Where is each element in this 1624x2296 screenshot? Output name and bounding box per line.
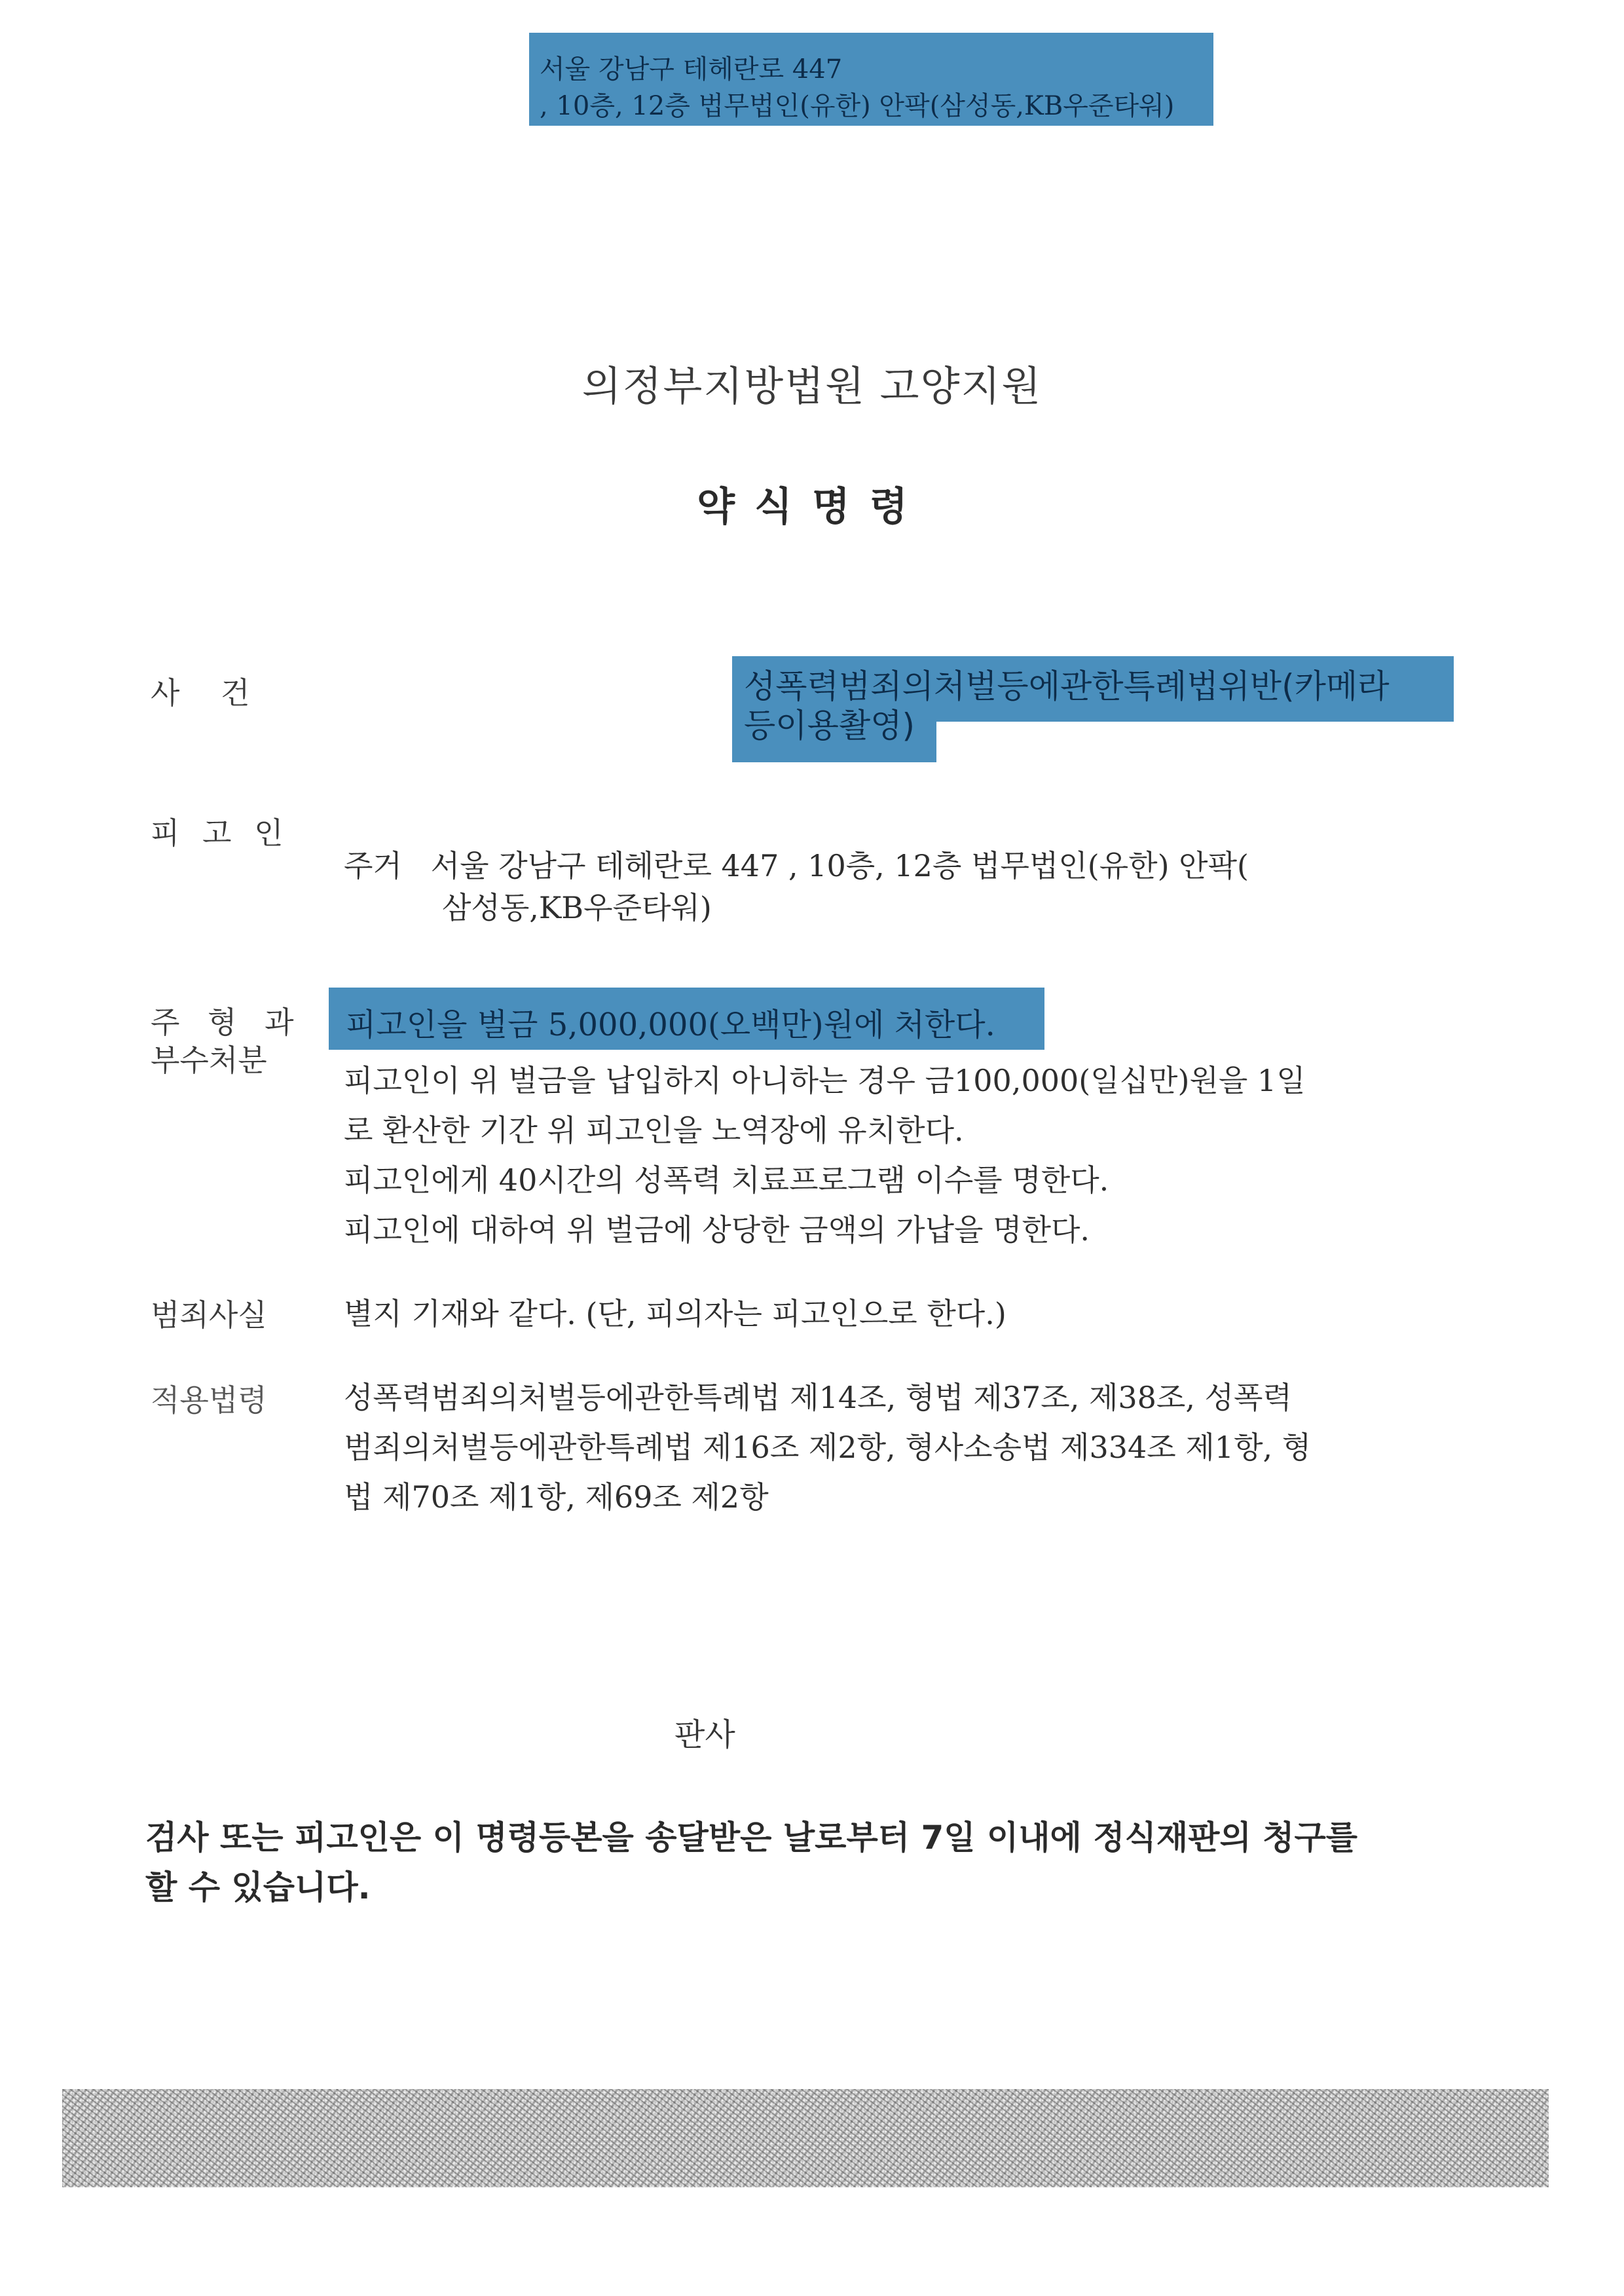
penalty-line5: 피고인에 대하여 위 벌금에 상당한 금액의 가납을 명한다. xyxy=(344,1212,1090,1248)
laws-line1: 성폭력범죄의처벌등에관한특례법 제14조, 형법 제37조, 제38조, 성폭력 xyxy=(344,1380,1292,1415)
laws-value xyxy=(344,1373,1311,1522)
judge-label: 판사 xyxy=(674,1716,735,1753)
laws-line3: 법 제70조 제1항, 제69조 제2항 xyxy=(344,1479,769,1515)
court-name: 의정부지방법원 고양지원 xyxy=(581,362,1043,410)
penalty-label xyxy=(151,1003,303,1079)
facts-label: 범죄사실 xyxy=(151,1297,267,1333)
address-line1: 서울 강남구 테헤란로 447 , 10층, 12층 법무법인(유한) 안팍( xyxy=(430,848,1249,883)
case-label: 사 건 xyxy=(151,675,266,711)
defendant-address xyxy=(344,841,1249,933)
case-value-line2: 등이용촬영) xyxy=(744,707,915,745)
redacted-scan-noise xyxy=(62,2089,1549,2187)
penalty-line4: 피고인에게 40시간의 성폭력 치료프로그램 이수를 명한다. xyxy=(344,1162,1109,1198)
facts-value: 별지 기재와 같다. (단, 피의자는 피고인으로 한다.) xyxy=(344,1296,1006,1331)
notice-line2: 할 수 있습니다. xyxy=(145,1868,371,1906)
case-value-line1: 성폭력범죄의처벌등에관한특례법위반(카메라 xyxy=(744,667,1390,705)
address-label: 주거 xyxy=(344,848,402,883)
address-box-line2: , 10층, 12층 법무법인(유한) 안팍(삼성동,KB우준타워) xyxy=(540,91,1175,121)
notice-line1: 검사 또는 피고인은 이 명령등본을 송달받은 날로부터 7일 이내에 정식재판의 청구를 xyxy=(145,1819,1358,1857)
penalty-label-line2: 부수처분 xyxy=(151,1043,267,1078)
defendant-label: 피 고 인 xyxy=(151,815,290,851)
fine-sentence: 피고인을 벌금 5,000,000(오백만)원에 처한다. xyxy=(346,1007,995,1043)
laws-line2: 범죄의처벌등에관한특례법 제16조 제2항, 형사소송법 제334조 제1항, 형 xyxy=(344,1430,1312,1465)
redacted-address-box xyxy=(529,33,1213,126)
document-title: 약식명령 xyxy=(697,484,927,530)
penalty-line2: 피고인이 위 벌금을 납입하지 아니하는 경우 금100,000(일십만)원을 1일 xyxy=(344,1063,1306,1098)
penalty-details xyxy=(344,1056,1306,1255)
laws-label: 적용법령 xyxy=(151,1382,267,1418)
address-box-line1: 서울 강남구 테헤란로 447 xyxy=(540,54,843,84)
penalty-label-line1: 주 형 과 xyxy=(151,1005,303,1040)
address-line2: 삼성동,KB우준타워) xyxy=(442,890,712,925)
case-value xyxy=(744,667,1451,745)
appeal-notice xyxy=(145,1813,1475,1912)
penalty-line3: 로 환산한 기간 위 피고인을 노역장에 유치한다. xyxy=(344,1113,964,1148)
